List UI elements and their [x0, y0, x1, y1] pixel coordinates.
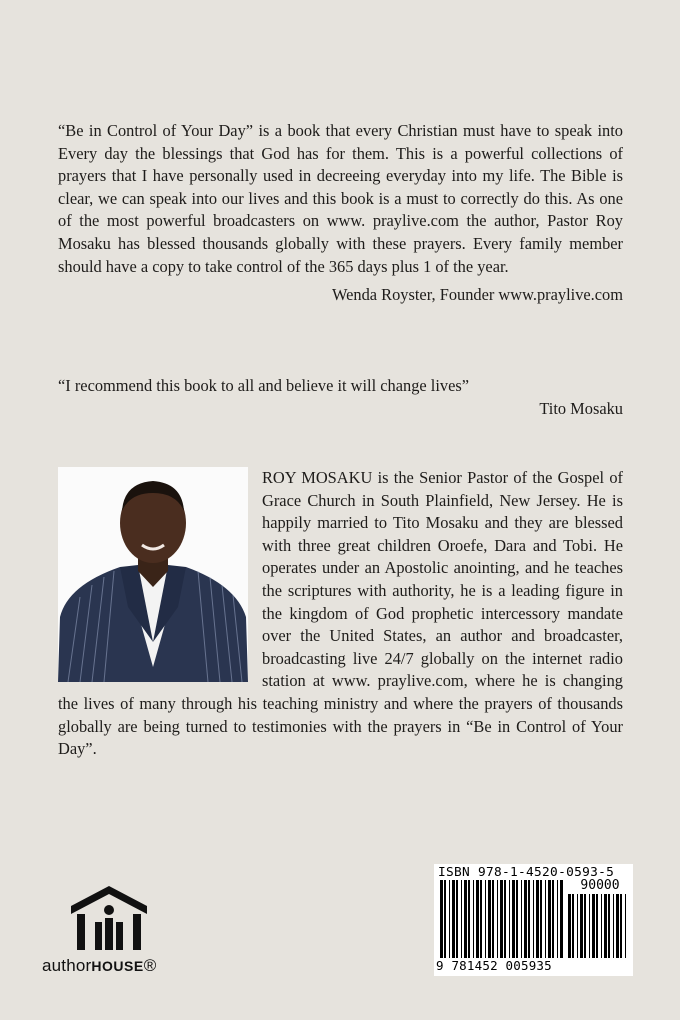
publisher-logo: [42, 884, 192, 974]
endorsement-2-quote: “I recommend this book to all and believe it will change lives”: [58, 376, 470, 395]
endorsement-2-attribution: Tito Mosaku: [539, 398, 623, 418]
publisher-name-part2: HOUSE: [91, 958, 144, 974]
author-bio-text: ROY MOSAKU is the Senior Pastor of the Gospel of Grace Church in South Plainfield, New Jersey. He is happily married to Tito Mosaku and they are blessed with three great children Oroefe, Dara and Tobi. He operates under an Apostolic anointing, and he teaches the scriptures with authority, he is a leading figure in the kingdom of God prophetic intercessory mandate over the United States, an author and broadcaster, broadcasting live 24/7 globally on the internet radio station at www. praylive.com, where he is changing the lives of many through his teaching ministry and where the prayers of thousands globally are being turned to testimonies with the prayers in “Be in Control of Your Day”.: [58, 468, 623, 759]
authorhouse-house-icon: [42, 884, 192, 954]
barcode-bars: [440, 880, 566, 958]
barcode-number: 9 781452 005935: [436, 958, 552, 973]
registered-mark: ®: [143, 956, 157, 975]
publisher-name-part1: author: [42, 956, 92, 975]
endorsement-1: [58, 120, 623, 306]
publisher-name: [42, 956, 192, 976]
price-barcode-bars: [568, 894, 630, 958]
endorsement-1-attribution: Wenda Royster, Founder www.praylive.com: [331, 285, 623, 305]
author-bio: [58, 467, 623, 761]
price-code: 90000: [580, 878, 620, 893]
endorsement-2: [58, 375, 623, 420]
isbn-barcode: [434, 864, 633, 976]
author-photo: [58, 467, 248, 682]
isbn-label: ISBN 978-1-4520-0593-5: [438, 865, 615, 880]
endorsement-1-quote: “Be in Control of Your Day” is a book that every Christian must have to speak into Every day the blessings that God has for them. This is a powerful collections of prayers that I have personally used in decreeing everyday into my life. The Bible is clear, we can speak into our lives and this book is a must to correctly do this. As one of the most powerful broadcasters on www. praylive.com the author, Pastor Roy Mosaku has blessed thousands globally with these prayers. Every family member should have a copy to take control of the 365 days plus 1 of the year.: [58, 121, 623, 276]
